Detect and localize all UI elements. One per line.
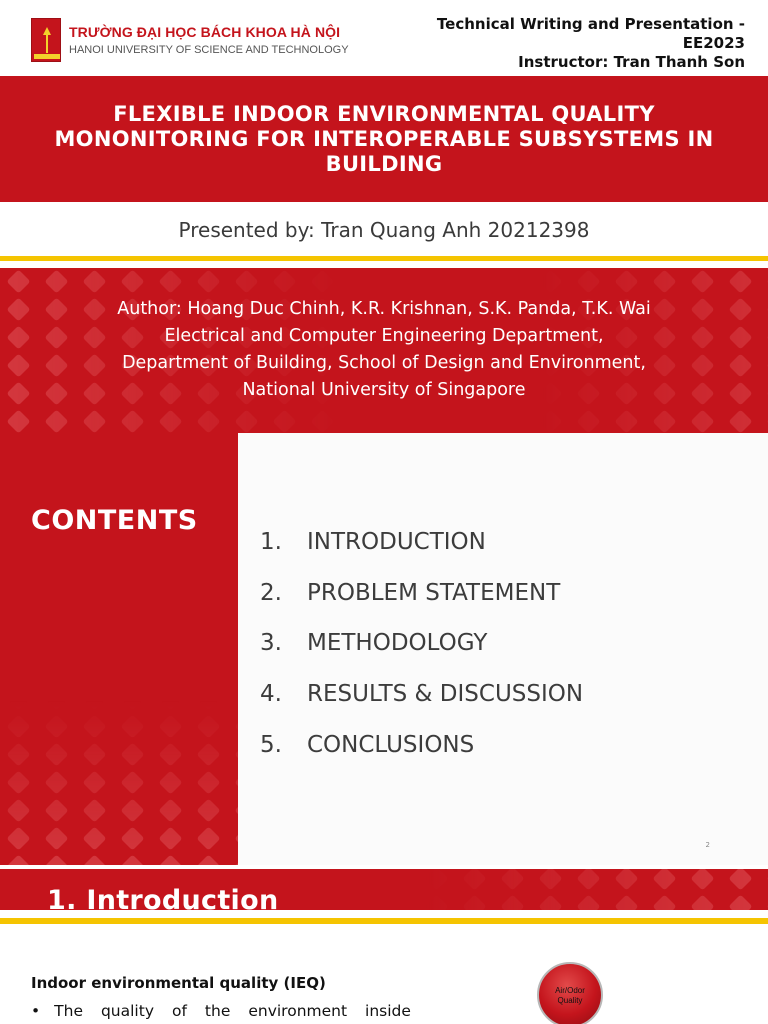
toc-item-label: CONCLUSIONS: [307, 731, 475, 758]
toc-item-label: RESULTS & DISCUSSION: [307, 681, 584, 708]
table-of-contents: [260, 529, 583, 782]
bullet-icon: •: [31, 1002, 41, 1020]
yellow-divider-top: [0, 256, 768, 261]
course-info: [437, 15, 745, 72]
university-name-vietnamese: TRƯỜNG ĐẠI HỌC BÁCH KHOA HÀ NỘI: [69, 24, 341, 40]
title-banner: [0, 76, 768, 202]
toc-item-number: 3.: [260, 630, 282, 657]
bullet-word: the: [204, 1002, 231, 1020]
slide-number: 2: [705, 841, 710, 849]
author-affiliation-1: Electrical and Computer Engineering Department,: [164, 326, 604, 346]
ieq-subtitle: Indoor environmental quality (IEQ): [31, 974, 326, 992]
bullet-word: The: [54, 1002, 83, 1020]
diamond-pattern: [0, 433, 238, 865]
bullet-word: environment: [248, 1002, 348, 1020]
course-title-line1: Technical Writing and Presentation -: [436, 15, 745, 33]
toc-item-problem-statement[interactable]: [260, 580, 583, 631]
air-odor-quality-label: [555, 986, 585, 1006]
slide-header: [0, 0, 768, 76]
bullet-word: of: [171, 1002, 187, 1020]
logo-caption-bar: [34, 54, 60, 59]
introduction-top-strip: [0, 865, 768, 869]
university-name-english: HANOI UNIVERSITY OF SCIENCE AND TECHNOLOGY: [69, 44, 349, 56]
toc-item-label: INTRODUCTION: [307, 529, 486, 555]
diagram-label-line1: Air/Odor: [555, 986, 585, 995]
author-affiliation-2: Department of Building, School of Design and Environment,: [122, 353, 646, 373]
diagram-label-line2: Quality: [557, 996, 583, 1005]
toc-item-methodology[interactable]: [260, 630, 583, 681]
torch-icon: [42, 27, 52, 53]
toc-item-label: METHODOLOGY: [307, 630, 488, 657]
bullet-word: quality: [100, 1002, 154, 1020]
toc-item-number: 4.: [260, 681, 282, 708]
yellow-divider-bottom: [0, 918, 768, 924]
ieq-bullet: [31, 1002, 411, 1020]
title-line1: FLEXIBLE INDOOR ENVIRONMENTAL QUALITY: [113, 101, 655, 126]
presenter-name: Presented by: Tran Quang Anh 20212398: [178, 217, 590, 242]
air-odor-quality-node: [537, 962, 603, 1024]
introduction-heading: 1. Introduction: [47, 885, 279, 916]
toc-item-number: 5.: [260, 731, 282, 758]
toc-item-introduction[interactable]: [260, 529, 583, 580]
author-affiliation-3: National University of Singapore: [242, 380, 526, 400]
toc-item-label: PROBLEM STATEMENT: [307, 579, 561, 606]
title-line2: MONONITORING FOR INTEROPERABLE SUBSYSTEMS IN: [54, 126, 714, 151]
bullet-text: [54, 1002, 411, 1020]
toc-item-results-discussion[interactable]: [260, 681, 583, 732]
author-info: [0, 296, 768, 404]
toc-item-number: 1.: [260, 529, 282, 555]
presentation-title: [24, 102, 744, 177]
bullet-word: inside: [365, 1002, 411, 1020]
toc-item-number: 2.: [260, 579, 282, 606]
author-names: Author: Hoang Duc Chinh, K.R. Krishnan, S.K. Panda, T.K. Wai: [117, 299, 651, 319]
contents-heading: CONTENTS: [31, 505, 198, 536]
instructor-name: Instructor: Tran Thanh Son: [518, 53, 745, 71]
contents-sidebar: [0, 433, 238, 865]
author-band: [0, 268, 768, 433]
presenter-row: [0, 202, 768, 257]
university-logo: [31, 18, 61, 62]
course-code: EE2023: [682, 34, 745, 52]
title-line3: BUILDING: [325, 151, 443, 176]
contents-panel: [238, 433, 768, 865]
toc-item-conclusions[interactable]: [260, 732, 583, 783]
